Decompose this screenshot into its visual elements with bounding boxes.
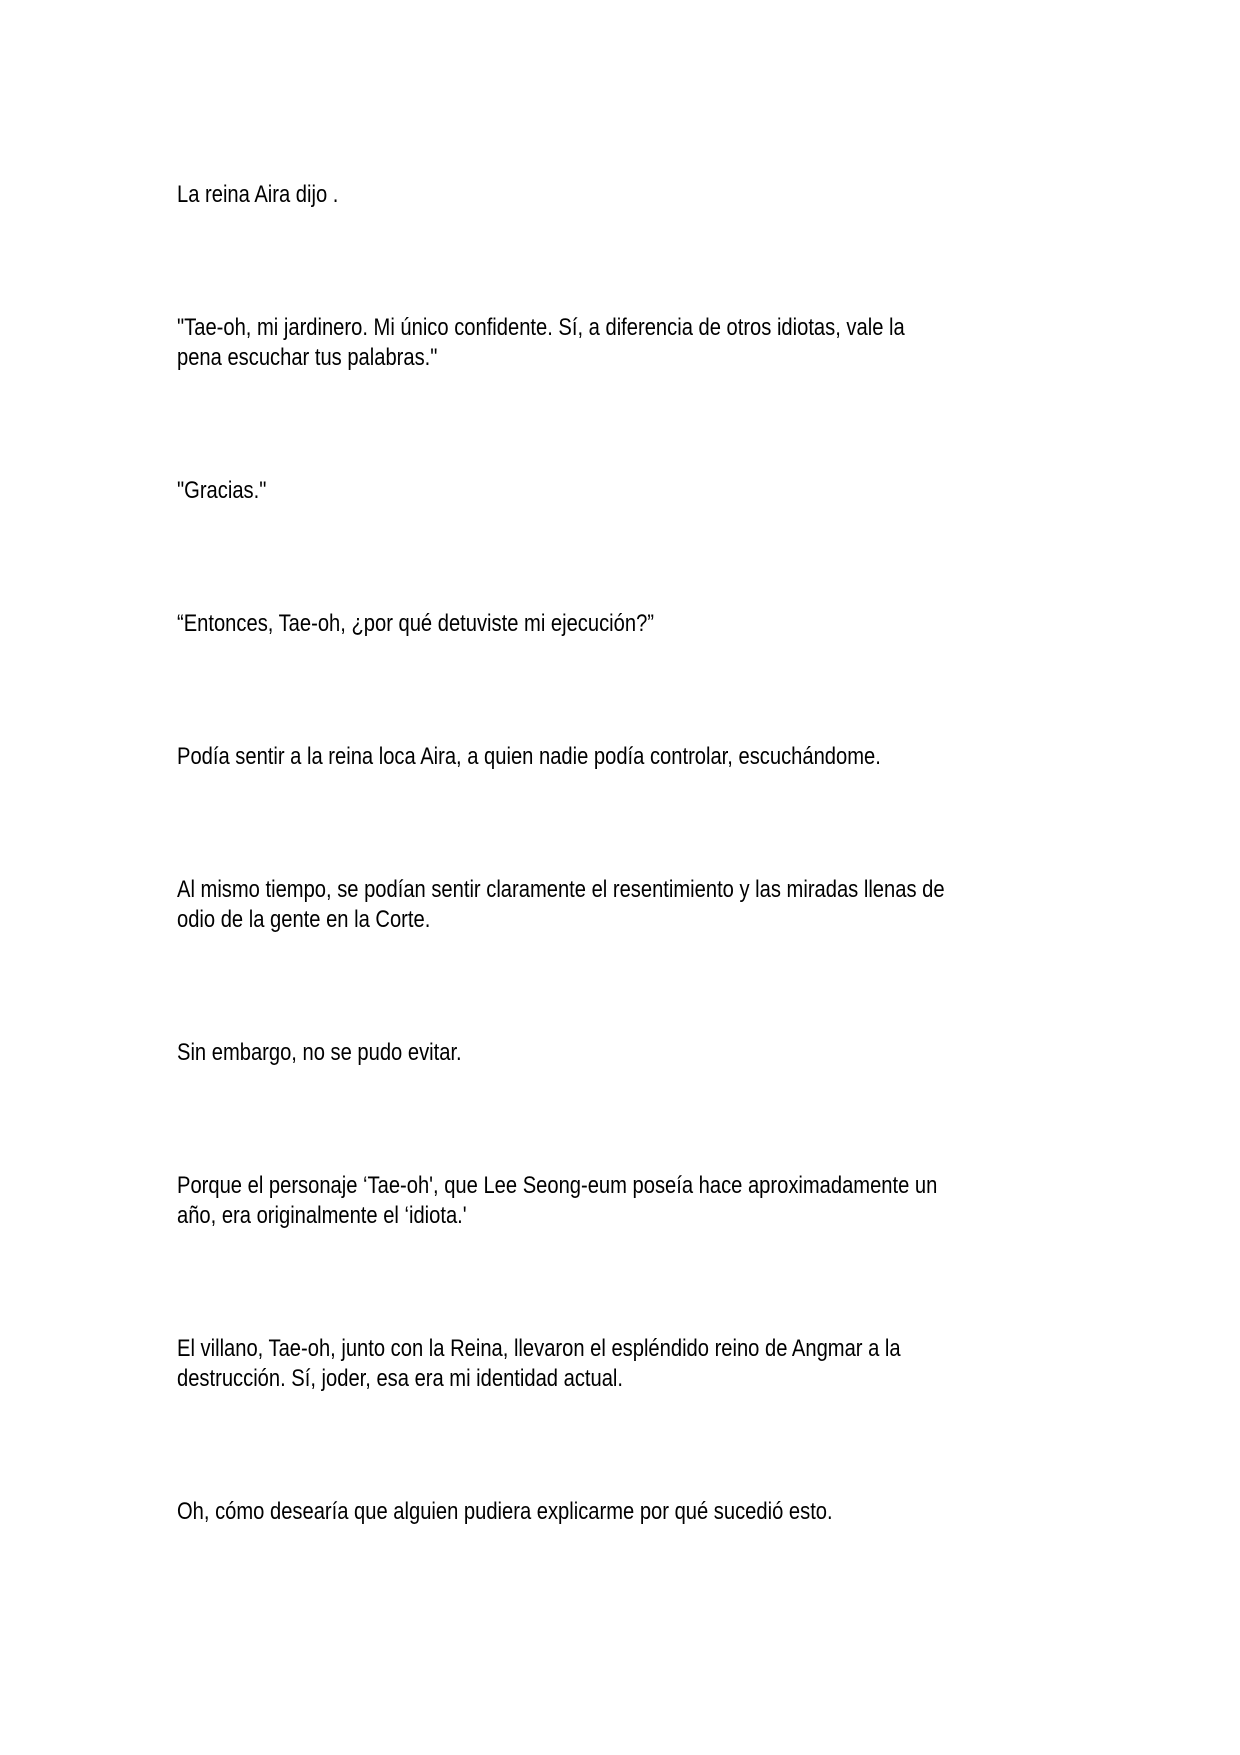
paragraph-line: Podía sentir a la reina loca Aira, a quien nadie podía controlar, escuchándome. xyxy=(177,743,881,770)
paragraph-line: “Entonces, Tae-oh, ¿por qué detuviste mi ejecución?” xyxy=(177,610,655,637)
paragraph-line: Porque el personaje ‘Tae-oh', que Lee Seong-eum poseía hace aproximadamente un xyxy=(177,1172,938,1199)
paragraph xyxy=(177,1334,1101,1394)
paragraph xyxy=(177,476,1101,506)
paragraph-line: Oh, cómo desearía que alguien pudiera explicarme por qué sucedió esto. xyxy=(177,1498,833,1525)
paragraph xyxy=(177,875,1101,935)
paragraph-line: odio de la gente en la Corte. xyxy=(177,906,431,933)
paragraph xyxy=(177,1171,1101,1231)
paragraph xyxy=(177,180,1101,210)
paragraph-line: destrucción. Sí, joder, esa era mi identidad actual. xyxy=(177,1365,624,1392)
paragraph xyxy=(177,313,1101,373)
paragraph xyxy=(177,1497,1101,1527)
document-body xyxy=(177,180,1101,1630)
paragraph-line: La reina Aira dijo . xyxy=(177,181,339,208)
paragraph xyxy=(177,742,1101,772)
paragraph-line: "Gracias." xyxy=(177,477,267,504)
paragraph-line: año, era originalmente el ‘idiota.' xyxy=(177,1202,467,1229)
paragraph-line: pena escuchar tus palabras." xyxy=(177,344,438,371)
paragraph-line: El villano, Tae-oh, junto con la Reina, llevaron el espléndido reino de Angmar a la xyxy=(177,1335,901,1362)
paragraph-line: Al mismo tiempo, se podían sentir claramente el resentimiento y las miradas llenas de xyxy=(177,876,945,903)
paragraph-line: Sin embargo, no se pudo evitar. xyxy=(177,1039,462,1066)
paragraph xyxy=(177,1038,1101,1068)
paragraph xyxy=(177,609,1101,639)
paragraph-line: "Tae-oh, mi jardinero. Mi único confidente. Sí, a diferencia de otros idiotas, vale la xyxy=(177,314,905,341)
